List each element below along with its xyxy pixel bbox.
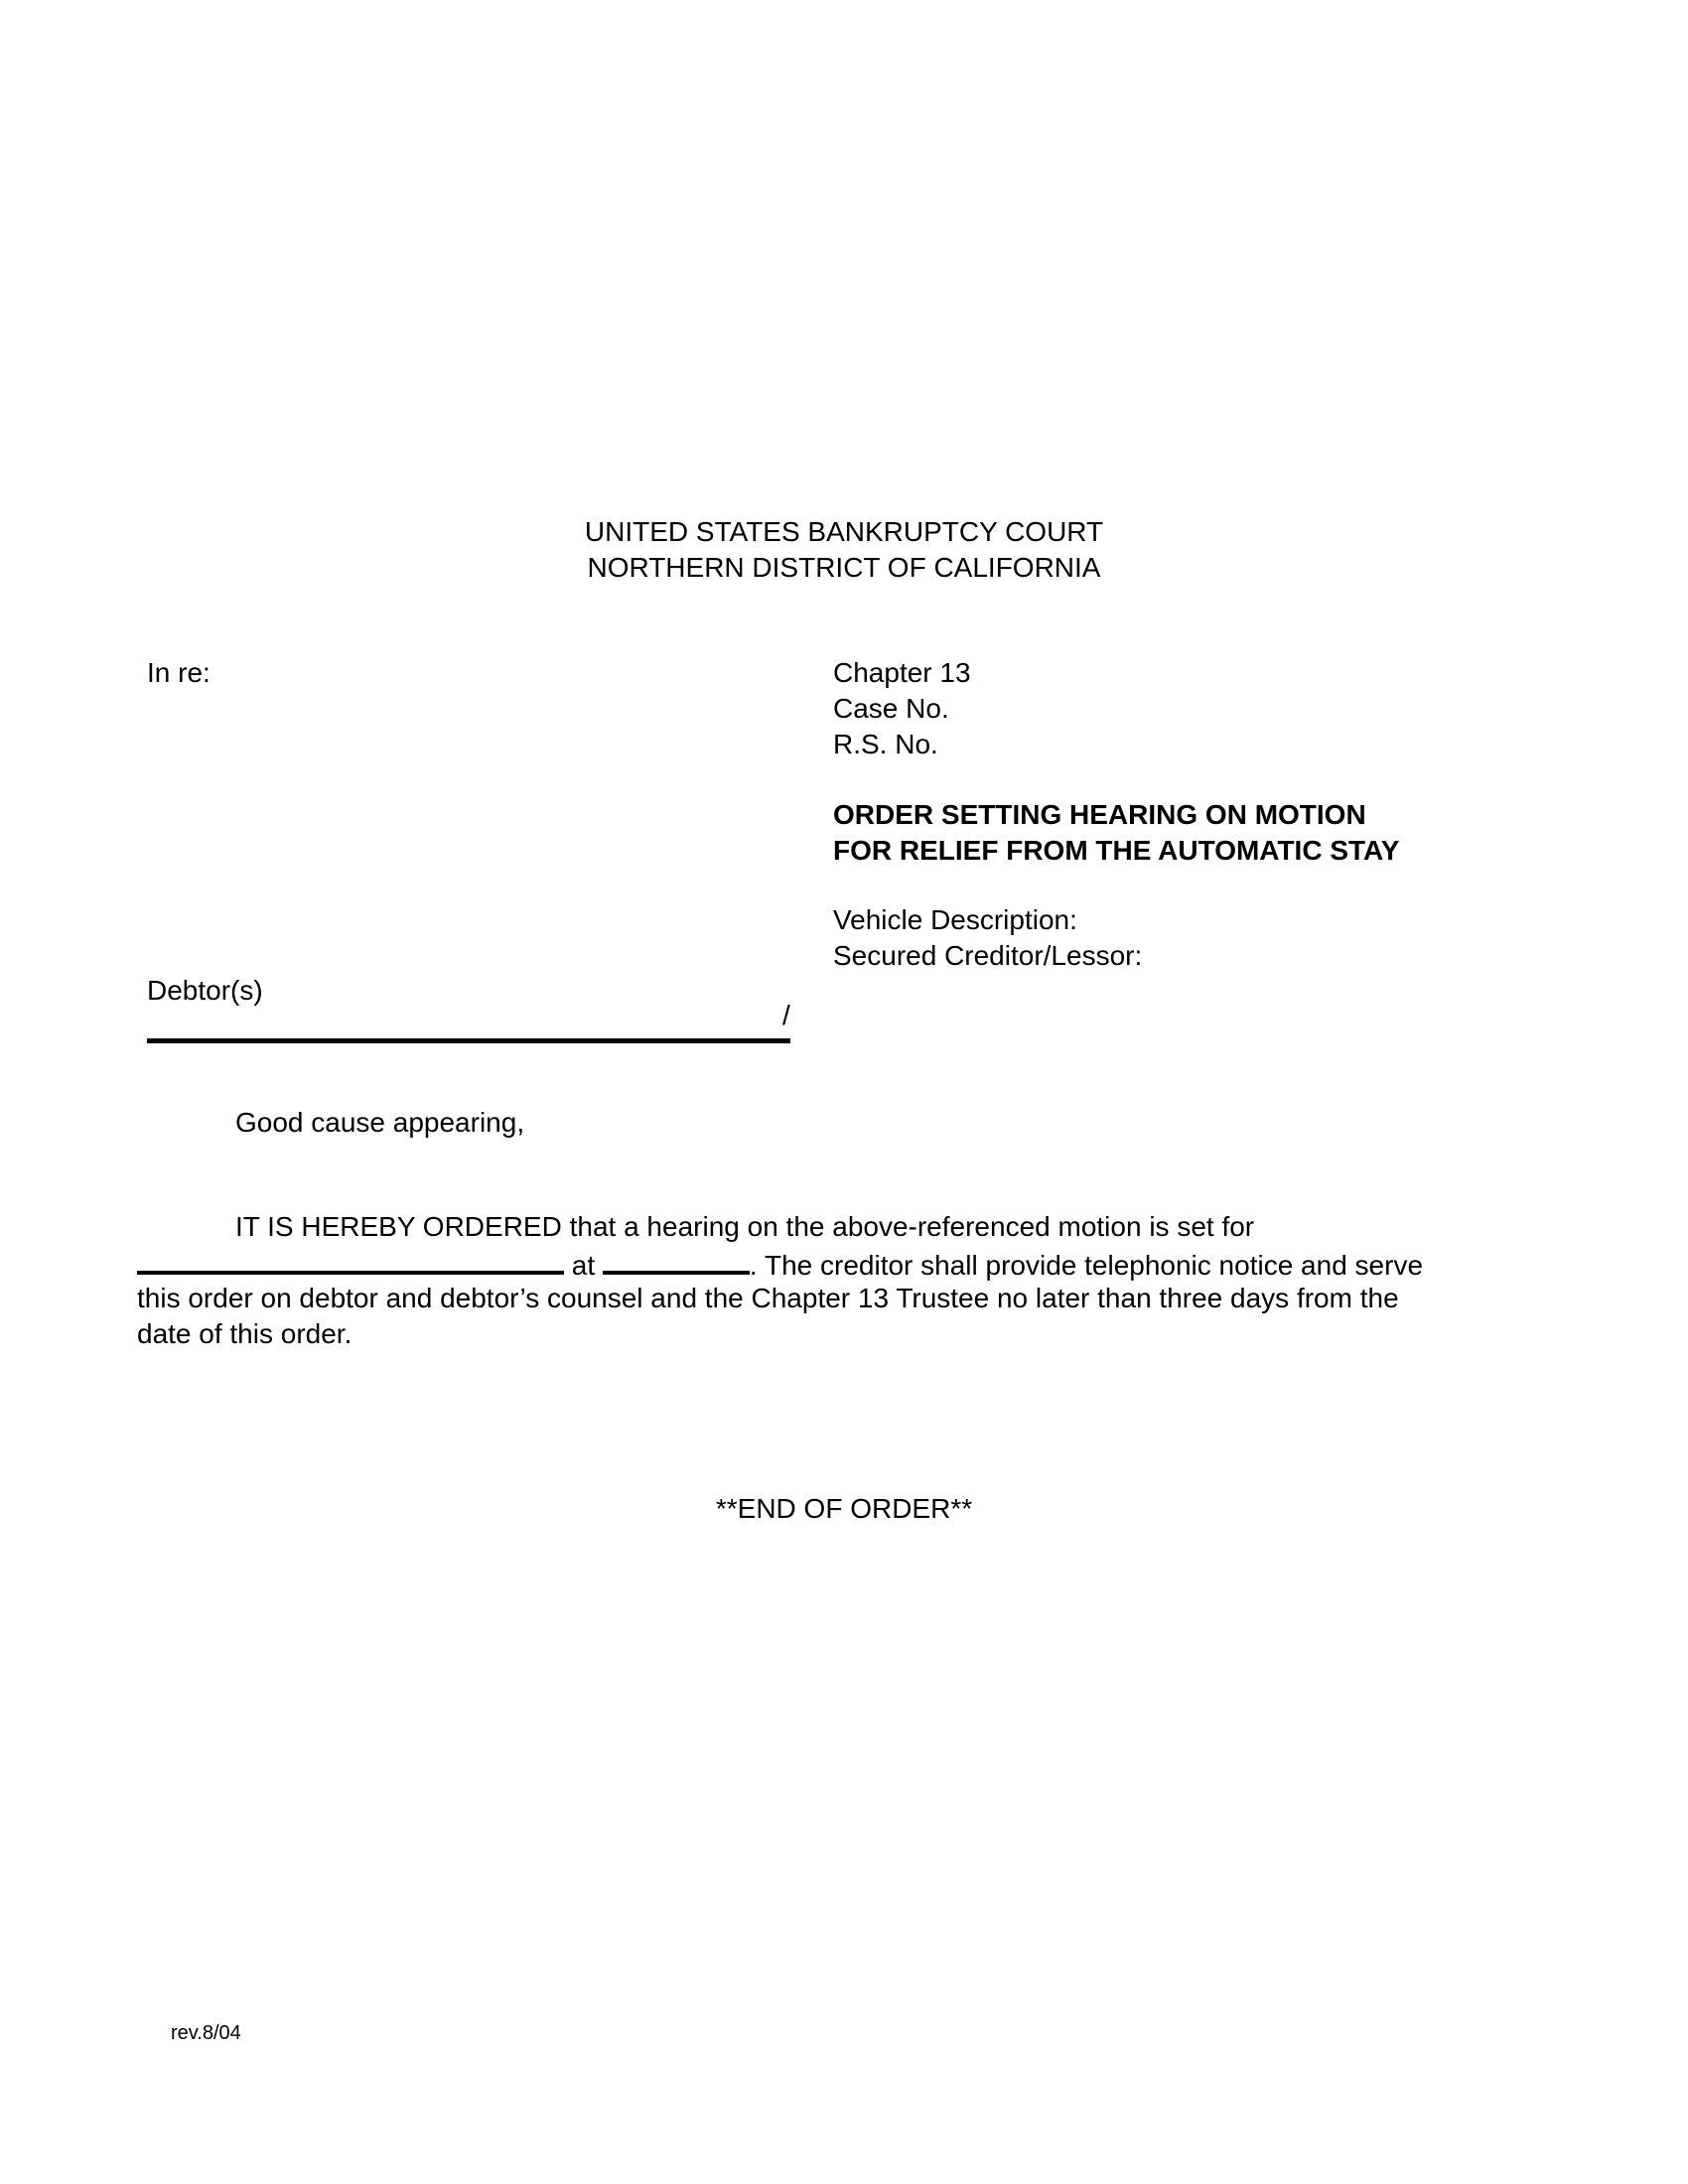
at-word: at <box>571 1250 596 1281</box>
order-line-2 <box>137 1245 1423 1284</box>
caption-slash: / <box>782 1000 790 1030</box>
end-of-order: **END OF ORDER** <box>715 1493 973 1524</box>
hearing-date-blank[interactable] <box>137 1245 564 1275</box>
good-cause-text: Good cause appearing, <box>235 1107 525 1138</box>
court-name: UNITED STATES BANKRUPTCY COURT <box>584 516 1104 547</box>
case-number-label: Case No. <box>833 693 949 724</box>
order-rest-text: . The creditor shall provide telephonic notice and serve <box>749 1250 1424 1281</box>
vehicle-description-label: Vehicle Description: <box>833 904 1077 935</box>
hearing-time-blank[interactable] <box>603 1245 750 1275</box>
court-district: NORTHERN DISTRICT OF CALIFORNIA <box>587 552 1101 583</box>
in-re-label: In re: <box>147 657 211 688</box>
debtor-label: Debtor(s) <box>147 975 263 1006</box>
order-intro-text: IT IS HEREBY ORDERED that a hearing on the above-referenced motion is set for <box>235 1211 1255 1242</box>
secured-creditor-label: Secured Creditor/Lessor: <box>833 940 1143 971</box>
chapter-label: Chapter 13 <box>833 657 971 688</box>
order-line-4: date of this order. <box>137 1318 352 1349</box>
order-title-line1: ORDER SETTING HEARING ON MOTION <box>833 799 1366 830</box>
order-title-line2: FOR RELIEF FROM THE AUTOMATIC STAY <box>833 835 1400 866</box>
order-line-3: this order on debtor and debtor’s counsel and the Chapter 13 Trustee no later than three days from the <box>137 1283 1399 1313</box>
rs-number-label: R.S. No. <box>833 729 938 759</box>
caption-divider-line <box>147 1038 790 1043</box>
revision-note: rev.8/04 <box>171 2022 241 2044</box>
